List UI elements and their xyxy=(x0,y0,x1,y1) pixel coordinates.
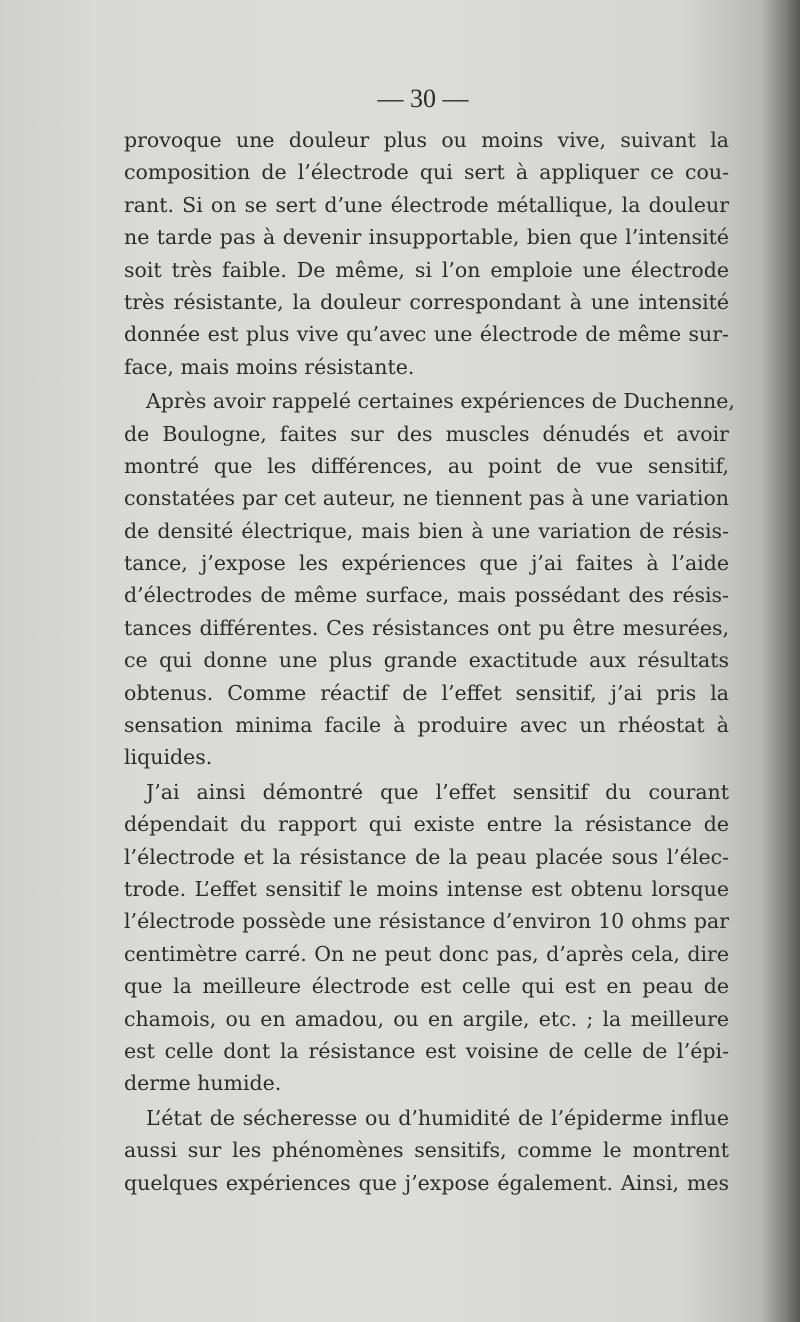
text-line: l’électrode possède une résistance d’environ 10 ohms par xyxy=(124,909,729,934)
text-line: ne tarde pas à devenir insupportable, bien que l’intensité xyxy=(124,225,729,250)
text-line: tance, j’expose les expériences que j’ai faites à l’aide xyxy=(124,551,729,576)
text-line: L’état de sécheresse ou d’humidité de l’épiderme influe xyxy=(146,1105,729,1130)
text-line: ce qui donne une plus grande exactitude aux résultats xyxy=(124,648,729,673)
text-line: donnée est plus vive qu’avec une électrode de même sur- xyxy=(124,322,729,347)
page-edge-shadow xyxy=(760,0,800,1322)
text-line: très résistante, la douleur correspondant à une intensité xyxy=(124,289,729,314)
text-line: sensation minima facile à produire avec un rhéostat à xyxy=(124,713,729,738)
text-line: J’ai ainsi démontré que l’effet sensitif du courant xyxy=(146,779,729,804)
text-line: centimètre carré. On ne peut donc pas, d’après cela, dire xyxy=(124,941,729,966)
text-line: de Boulogne, faites sur des muscles dénudés et avoir xyxy=(124,421,729,446)
text-line: obtenus. Comme réactif de l’effet sensitif, j’ai pris la xyxy=(124,680,729,705)
text-line: d’électrodes de même surface, mais possédant des résis- xyxy=(124,583,729,608)
text-line: composition de l’électrode qui sert à appliquer ce cou- xyxy=(124,160,729,185)
text-line: dépendait du rapport qui existe entre la résistance de xyxy=(124,812,729,837)
text-line: tances différentes. Ces résistances ont pu être mesurées, xyxy=(124,615,729,640)
text-line: trode. L’effet sensitif le moins intense est obtenu lorsque xyxy=(124,876,729,901)
text-line: que la meilleure électrode est celle qui est en peau de xyxy=(124,974,729,999)
text-line: quelques expériences que j’expose également. Ainsi, mes xyxy=(124,1170,729,1195)
text-line: face, mais moins résistante. xyxy=(124,354,415,379)
text-line: Après avoir rappelé certaines expériences de Duchenne, xyxy=(146,389,735,414)
text-line: soit très faible. De même, si l’on emploie une électrode xyxy=(124,257,729,282)
body-text xyxy=(124,124,735,1199)
text-line: aussi sur les phénomènes sensitifs, comme le montrent xyxy=(124,1138,729,1163)
text-line: chamois, ou en amadou, ou en argile, etc. ; la meilleure xyxy=(124,1006,729,1031)
text-line: derme humide. xyxy=(124,1071,282,1096)
text-line: l’électrode et la résistance de la peau placée sous l’élec- xyxy=(124,844,729,869)
text-line: de densité électrique, mais bien à une variation de résis- xyxy=(124,518,729,543)
text-line: montré que les différences, au point de vue sensitif, xyxy=(124,453,729,478)
page-number: — 30 — xyxy=(377,84,469,113)
text-line: constatées par cet auteur, ne tiennent pas à une variation xyxy=(124,486,729,511)
text-line: liquides. xyxy=(124,745,213,770)
text-line: rant. Si on se sert d’une électrode métallique, la douleur xyxy=(124,192,729,217)
text-line: est celle dont la résistance est voisine de celle de l’épi- xyxy=(124,1038,729,1063)
text-line: provoque une douleur plus ou moins vive, suivant la xyxy=(124,128,729,152)
